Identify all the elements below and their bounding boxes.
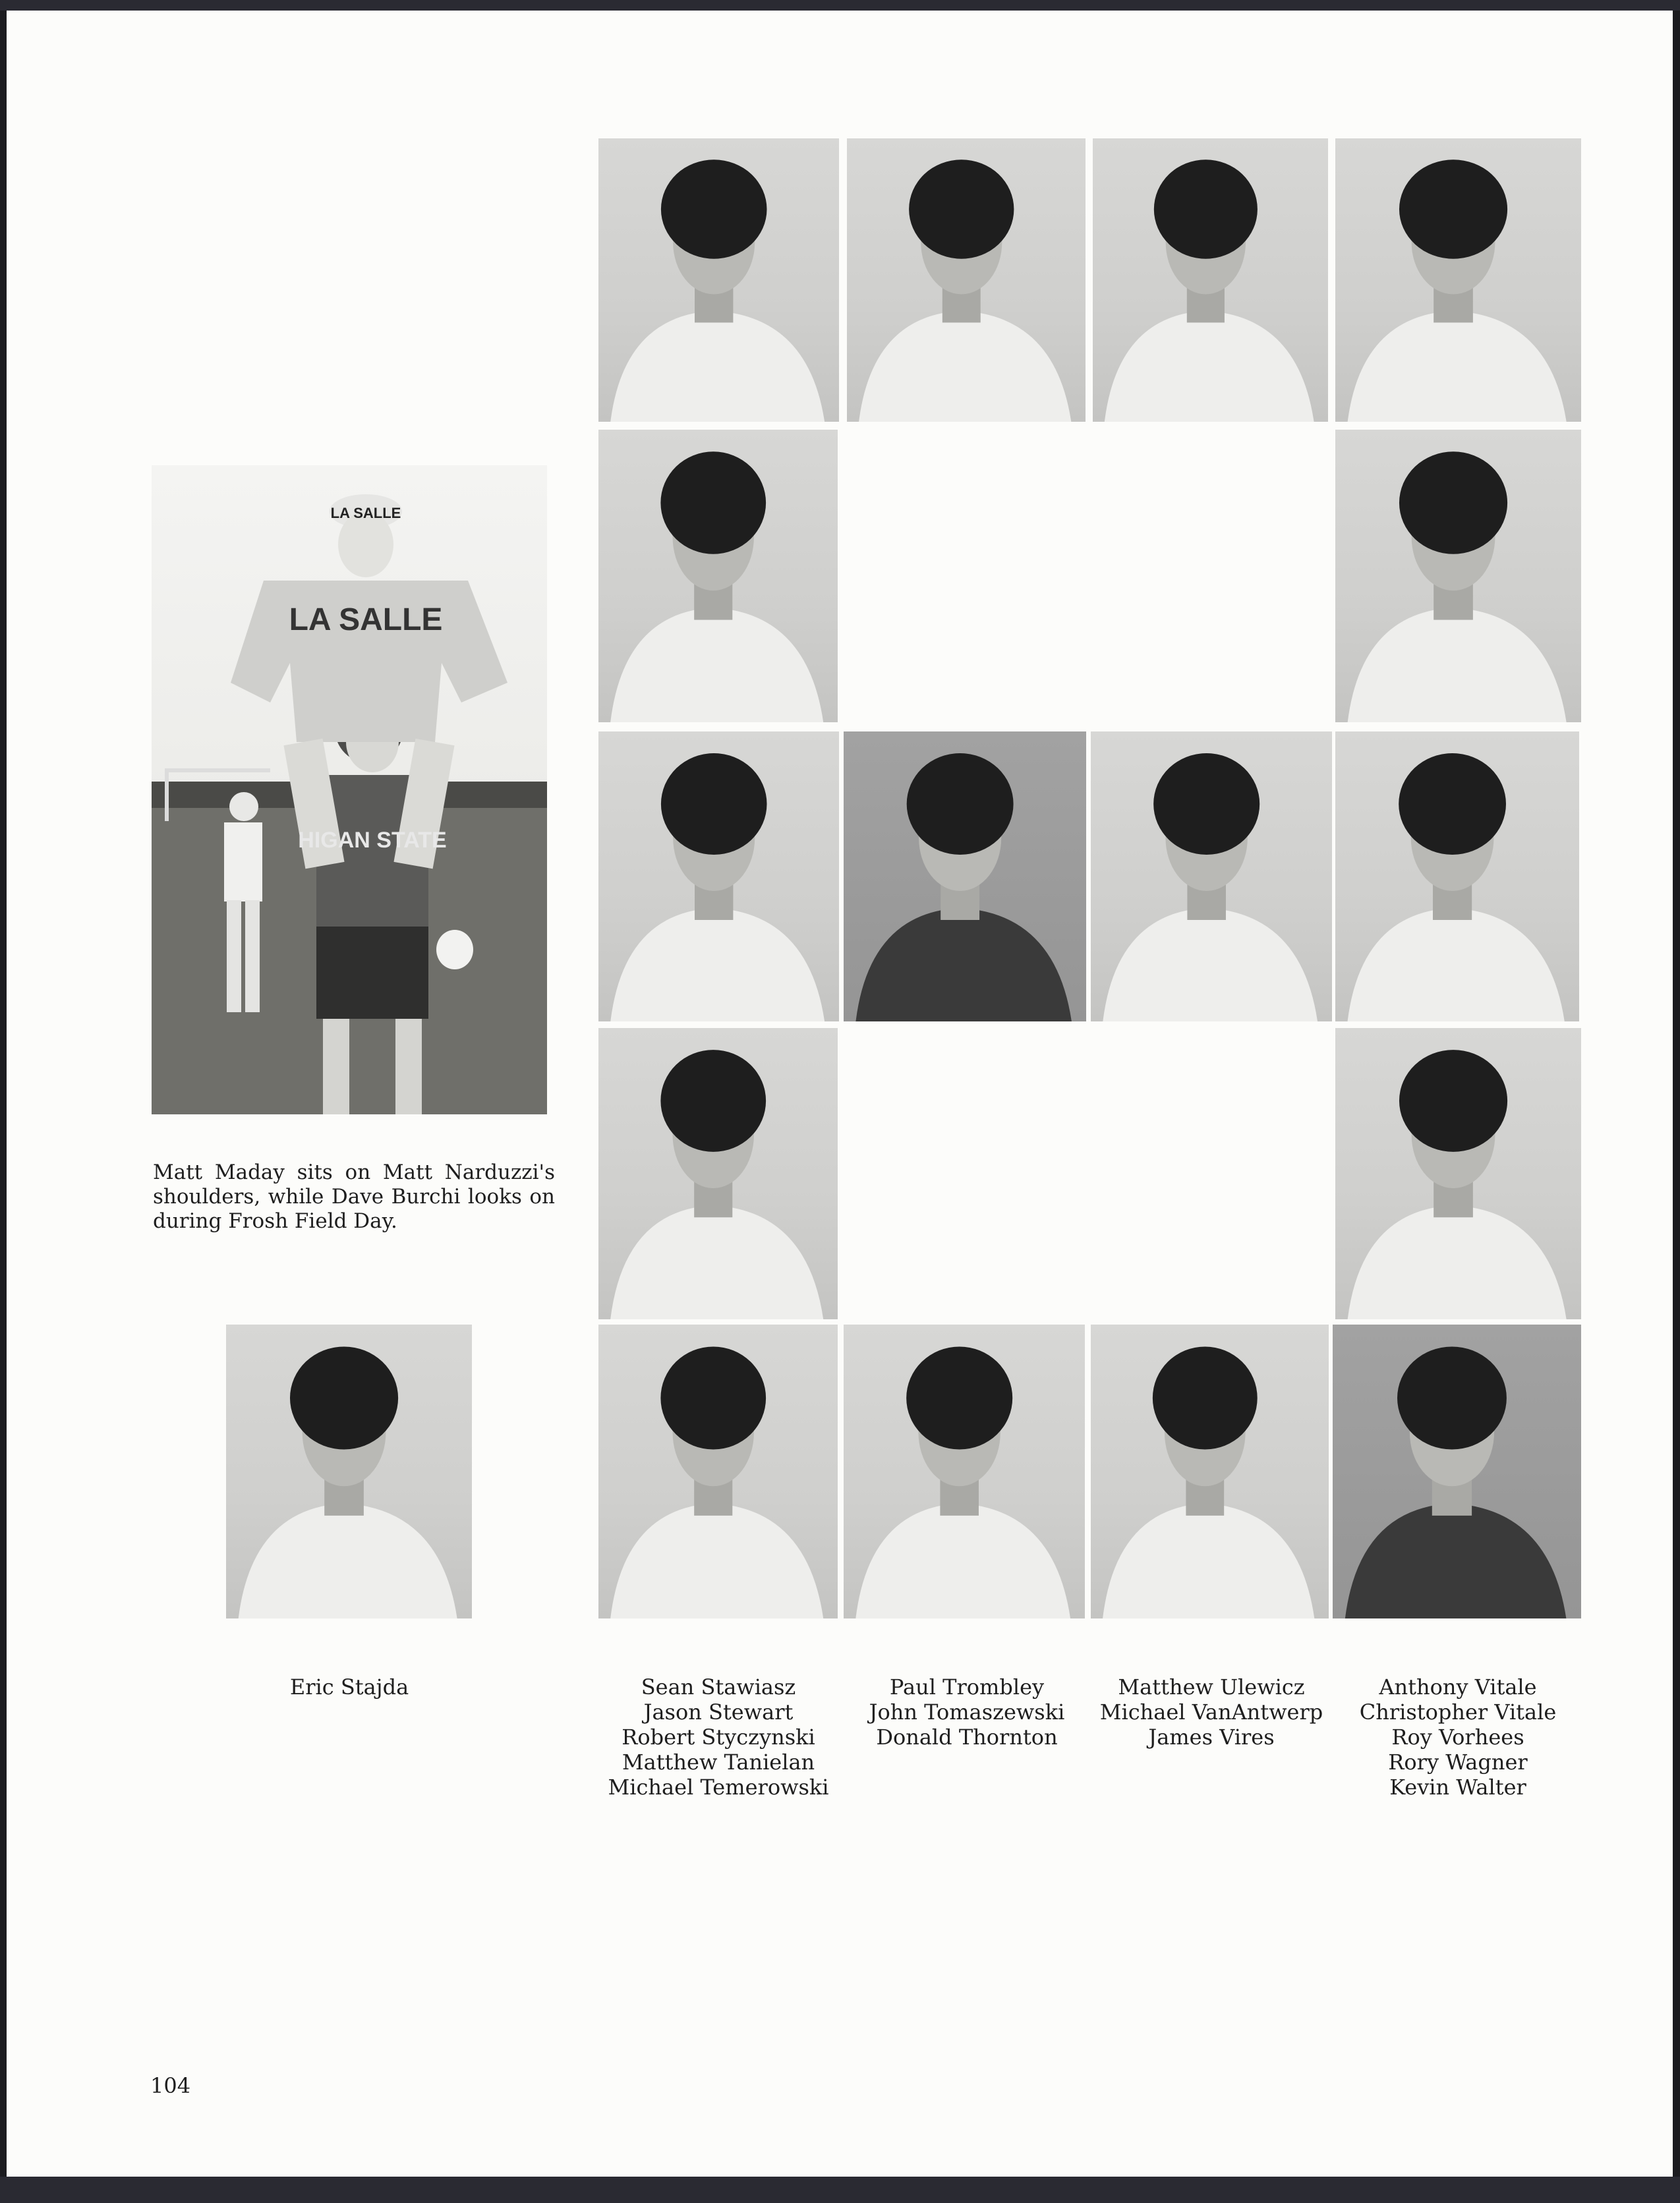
shirt-shape bbox=[610, 1506, 823, 1618]
portrait-silhouette bbox=[598, 731, 839, 1021]
shirt-shape bbox=[239, 1506, 457, 1618]
portrait-silhouette bbox=[1335, 138, 1581, 422]
student-name: Anthony Vitale bbox=[1379, 1674, 1537, 1700]
student-name: Roy Vorhees bbox=[1391, 1725, 1524, 1750]
page-number: 104 bbox=[150, 2073, 191, 2098]
portrait-silhouette bbox=[598, 138, 839, 422]
portrait-photo bbox=[1335, 1028, 1581, 1319]
name-column-5 bbox=[1335, 1674, 1580, 1800]
student-name: Robert Styczynski bbox=[622, 1725, 815, 1750]
student-name: Matthew Ulewicz bbox=[1118, 1674, 1305, 1700]
name-column-2 bbox=[606, 1674, 830, 1800]
hair-shape bbox=[1153, 1346, 1258, 1449]
portrait-photo bbox=[1333, 1325, 1581, 1618]
shirt-text: HIGAN STATE bbox=[298, 828, 447, 853]
portrait-silhouette bbox=[844, 1325, 1085, 1618]
hair-shape bbox=[1399, 753, 1506, 855]
student-name: Sean Stawiasz bbox=[641, 1674, 796, 1700]
portrait-silhouette bbox=[1335, 731, 1579, 1021]
student-name: Jason Stewart bbox=[643, 1700, 794, 1725]
hair-shape bbox=[661, 753, 767, 855]
portrait-silhouette bbox=[1335, 430, 1581, 722]
shirt-shape bbox=[855, 910, 1072, 1021]
portrait-photo bbox=[598, 138, 839, 422]
portrait-photo bbox=[1093, 138, 1328, 422]
shirt-shape bbox=[1345, 1506, 1567, 1618]
portrait-silhouette bbox=[598, 1325, 838, 1618]
student-name: Michael Temerowski bbox=[608, 1775, 829, 1800]
portrait-silhouette bbox=[1091, 1325, 1329, 1618]
hair-shape bbox=[661, 159, 767, 259]
yearbook-page bbox=[7, 11, 1673, 2177]
shirt-shape bbox=[1103, 1506, 1314, 1618]
student-name: Michael VanAntwerp bbox=[1099, 1700, 1323, 1725]
portrait-photo bbox=[847, 138, 1086, 422]
portrait-photo bbox=[844, 731, 1086, 1021]
portrait-silhouette bbox=[1091, 731, 1332, 1021]
portrait-photo bbox=[598, 731, 839, 1021]
shirt-shape bbox=[610, 910, 825, 1021]
portrait-silhouette bbox=[598, 430, 838, 722]
shirt-shape bbox=[1103, 910, 1318, 1021]
hair-shape bbox=[1399, 1050, 1507, 1152]
portrait-photo bbox=[844, 1325, 1085, 1618]
shirt-shape bbox=[610, 1208, 823, 1319]
portrait-photo bbox=[1091, 731, 1332, 1021]
hair-shape bbox=[1399, 159, 1507, 259]
shirt-shape bbox=[1348, 1208, 1567, 1319]
scan-border-bottom bbox=[0, 2177, 1680, 2203]
portrait-silhouette bbox=[1333, 1325, 1581, 1618]
student-name: Matthew Tanielan bbox=[622, 1750, 815, 1775]
student-name: Kevin Walter bbox=[1389, 1775, 1526, 1800]
portrait-photo bbox=[598, 1325, 838, 1618]
shirt-shape bbox=[1105, 313, 1314, 422]
shirt-shape bbox=[855, 1506, 1070, 1618]
student-name: Paul Trombley bbox=[889, 1674, 1045, 1700]
hair-shape bbox=[1154, 159, 1258, 259]
shirt-shape bbox=[1348, 910, 1565, 1021]
candid-photo-illustration bbox=[152, 465, 547, 1114]
portrait-photo bbox=[1335, 430, 1581, 722]
cap-text: LA SALLE bbox=[330, 505, 401, 521]
photo-caption: Matt Maday sits on Matt Narduzzi's shoulders, while Dave Burchi looks on during Frosh Field Day. bbox=[153, 1160, 555, 1233]
hair-shape bbox=[660, 1346, 766, 1449]
hair-shape bbox=[906, 1346, 1012, 1449]
hair-shape bbox=[1153, 753, 1260, 855]
name-column-1 bbox=[247, 1674, 451, 1700]
portrait-silhouette bbox=[844, 731, 1086, 1021]
shirt-shape bbox=[610, 313, 825, 422]
portrait-silhouette bbox=[598, 1028, 838, 1319]
shirt-shape bbox=[859, 313, 1071, 422]
scan-border-top bbox=[0, 0, 1680, 11]
student-name: Eric Stajda bbox=[289, 1674, 409, 1700]
portrait-photo bbox=[1335, 731, 1579, 1021]
shirt-shape bbox=[1348, 313, 1567, 422]
student-name: James Vires bbox=[1148, 1725, 1275, 1750]
name-column-3 bbox=[852, 1674, 1082, 1750]
portrait-photo bbox=[598, 430, 838, 722]
shirt-shape bbox=[1348, 610, 1567, 722]
hair-shape bbox=[1399, 451, 1507, 554]
portrait-silhouette bbox=[1093, 138, 1328, 422]
student-name: John Tomaszewski bbox=[869, 1700, 1065, 1725]
hair-shape bbox=[660, 1050, 766, 1152]
hair-shape bbox=[907, 753, 1014, 855]
portrait-photo bbox=[598, 1028, 838, 1319]
portrait-photo bbox=[226, 1325, 472, 1618]
name-column-4 bbox=[1093, 1674, 1330, 1750]
hair-shape bbox=[909, 159, 1014, 259]
hair-shape bbox=[1397, 1346, 1507, 1449]
shirt-shape bbox=[610, 610, 823, 722]
hair-shape bbox=[290, 1346, 398, 1449]
portrait-photo bbox=[1091, 1325, 1329, 1618]
student-name: Donald Thornton bbox=[876, 1725, 1058, 1750]
portrait-silhouette bbox=[226, 1325, 472, 1618]
portrait-silhouette bbox=[847, 138, 1086, 422]
portrait-photo bbox=[1335, 138, 1581, 422]
student-name: Christopher Vitale bbox=[1359, 1700, 1557, 1725]
portrait-silhouette bbox=[1335, 1028, 1581, 1319]
jersey-text: LA SALLE bbox=[289, 602, 443, 637]
candid-photo-field-day bbox=[152, 465, 547, 1114]
student-name: Rory Wagner bbox=[1388, 1750, 1528, 1775]
hair-shape bbox=[660, 451, 766, 554]
